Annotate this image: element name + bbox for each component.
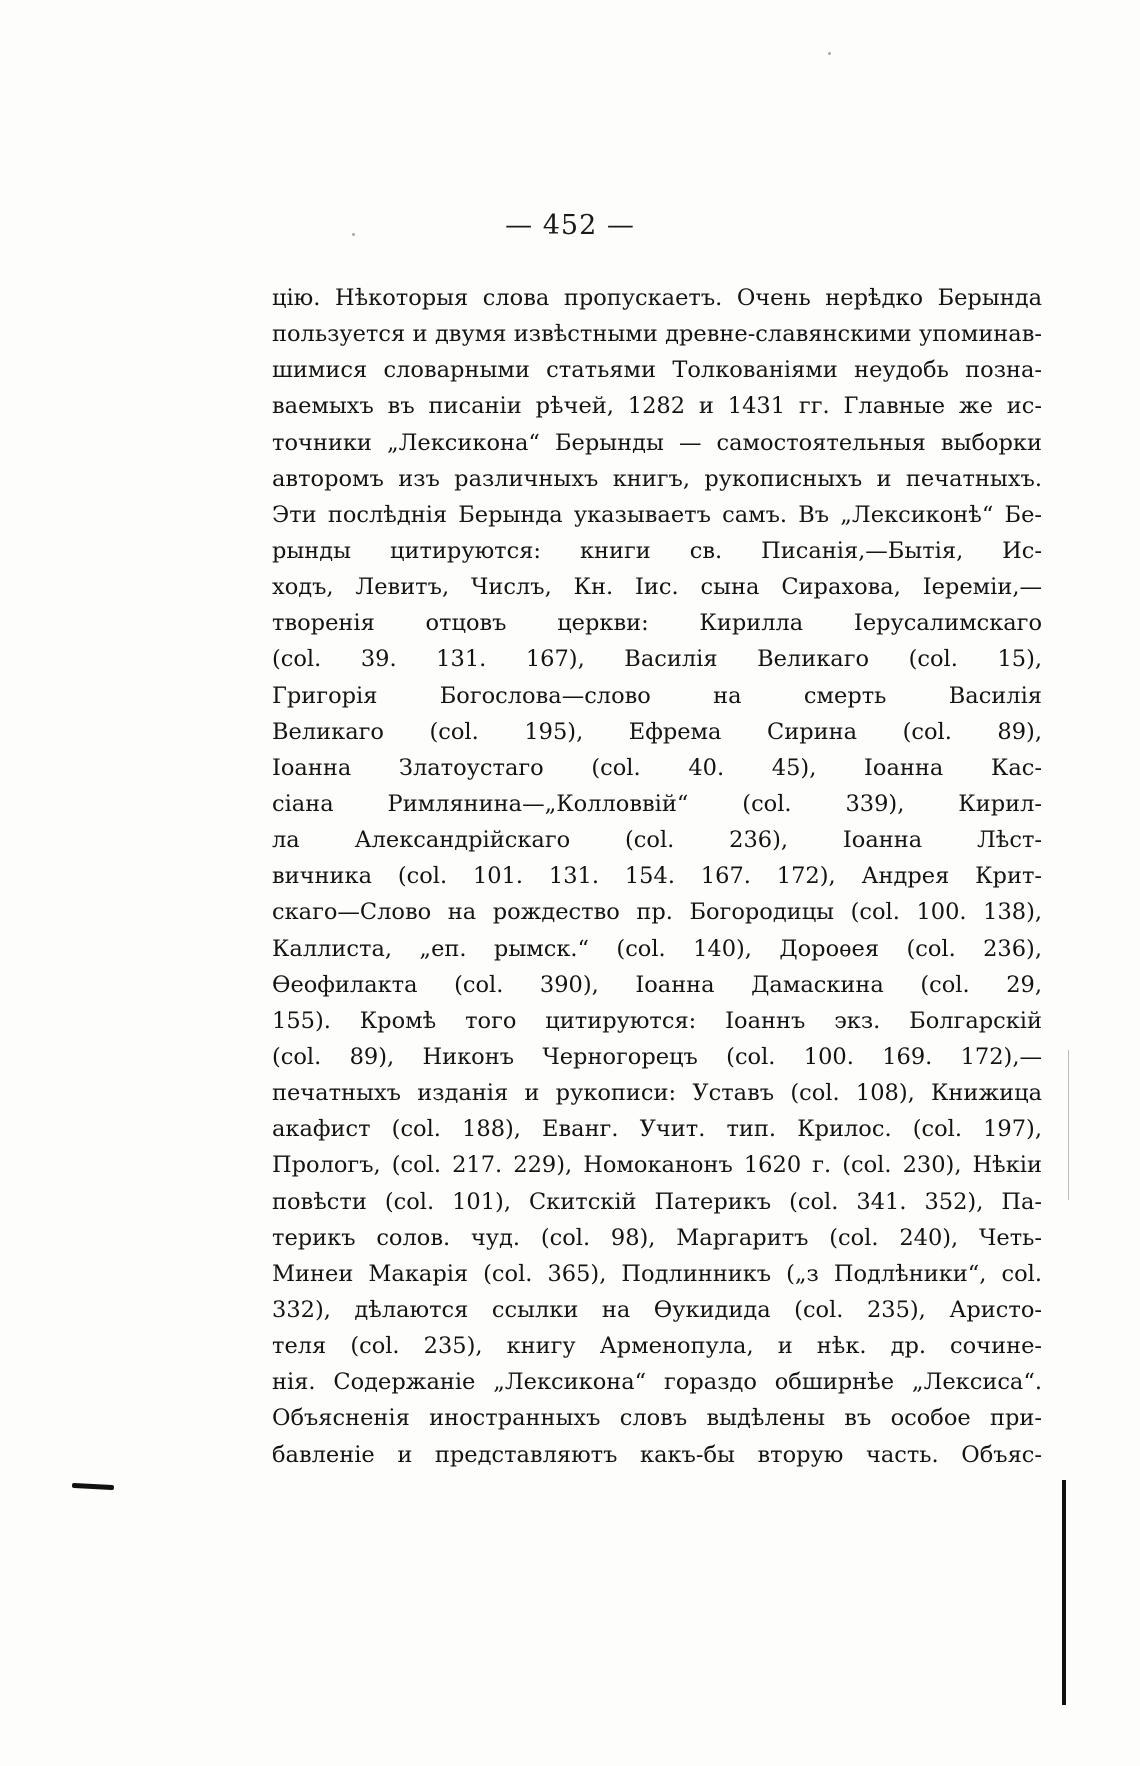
text-line: печатныхъ изданія и рукописи: Уставъ (col. 108), Книжица xyxy=(272,1080,1042,1107)
text-line: Прологъ, (col. 217. 229), Номоканонъ 1620 г. (col. 230), Нѣкіи xyxy=(272,1152,1042,1179)
text-line: творенія отцовъ церкви: Кирилла Іерусалимскаго xyxy=(272,610,1042,637)
text-line: акафист (col. 188), Еванг. Учит. тип. Крилос. (col. 197), xyxy=(272,1116,1042,1143)
body-text xyxy=(272,280,1042,1473)
scan-artifact-mark xyxy=(72,1483,114,1490)
scan-edge-line xyxy=(1062,1480,1066,1705)
text-line: Ѳеофилакта (col. 390), Іоанна Дамаскина (col. 29, xyxy=(272,971,1042,998)
text-line: вичника (col. 101. 131. 154. 167. 172), Андрея Крит- xyxy=(272,863,1042,890)
text-line: пользуется и двумя извѣстными древне-славянскими упоминав- xyxy=(272,321,1042,348)
text-line: точники „Лексикона“ Берынды — самостоятельныя выборки xyxy=(272,429,1042,456)
page-number: — 452 — xyxy=(505,210,635,241)
text-line: бавленіе и представляютъ какъ-бы вторую часть. Объяс- xyxy=(272,1441,1042,1468)
scan-edge-faint-line xyxy=(1068,1050,1069,1200)
text-line: ходъ, Левитъ, Числъ, Кн. Іис. сына Сирахова, Іереміи,— xyxy=(272,574,1042,601)
text-line: Григорія Богослова—слово на смерть Василія xyxy=(272,682,1042,709)
text-line: 155). Кромѣ того цитируются: Іоаннъ экз. Болгарскій xyxy=(272,1007,1042,1034)
text-line: Объясненія иностранныхъ словъ выдѣлены въ особое при- xyxy=(272,1405,1042,1432)
text-line: Каллиста, „еп. рымск.“ (col. 140), Дороѳея (col. 236), xyxy=(272,935,1042,962)
text-line: Великаго (col. 195), Ефрема Сирина (col. 89), xyxy=(272,718,1042,745)
text-line: Іоанна Златоустаго (col. 40. 45), Іоанна Кас- xyxy=(272,754,1042,781)
text-line: теля (col. 235), книгу Арменопула, и нѣк. др. сочине- xyxy=(272,1333,1042,1360)
text-line: терикъ солов. чуд. (col. 98), Маргаритъ (col. 240), Четь- xyxy=(272,1224,1042,1251)
text-line: 332), дѣлаются ссылки на Ѳукидида (col. 235), Аристо- xyxy=(272,1296,1042,1323)
text-line: (col. 39. 131. 167), Василія Великаго (col. 15), xyxy=(272,646,1042,673)
text-line: шимися словарными статьями Толкованіями неудобь позна- xyxy=(272,357,1042,384)
scan-speck xyxy=(352,233,355,236)
text-line: ла Александрійскаго (col. 236), Іоанна Лѣст- xyxy=(272,827,1042,854)
text-line: авторомъ изъ различныхъ книгъ, рукописныхъ и печатныхъ. xyxy=(272,465,1042,492)
text-line: цію. Нѣкоторыя слова пропускаетъ. Очень нерѣдко Берында xyxy=(272,285,1042,311)
text-line: скаго—Слово на рождество пр. Богородицы (col. 100. 138), xyxy=(272,899,1042,926)
text-line: (col. 89), Никонъ Черногорецъ (col. 100. 169. 172),— xyxy=(272,1043,1042,1070)
text-line: Минеи Макарія (col. 365), Подлинникъ („з Подлѣники“, col. xyxy=(272,1260,1042,1287)
text-line: сіана Римлянина—„Колловвій“ (col. 339), Кирил- xyxy=(272,790,1042,817)
text-line: Эти послѣднія Берында указываетъ самъ. Въ „Лексиконѣ“ Бе- xyxy=(272,501,1042,528)
scan-speck xyxy=(828,52,831,55)
text-line: рынды цитируются: книги св. Писанія,—Бытія, Ис- xyxy=(272,537,1042,564)
text-line: повѣсти (col. 101), Скитскій Патерикъ (col. 341. 352), Па- xyxy=(272,1188,1042,1215)
text-line: ваемыхъ въ писаніи рѣчей, 1282 и 1431 гг. Главные же ис- xyxy=(272,393,1042,420)
text-line: нія. Содержаніе „Лексикона“ гораздо обширнѣе „Лексиса“. xyxy=(272,1369,1042,1396)
